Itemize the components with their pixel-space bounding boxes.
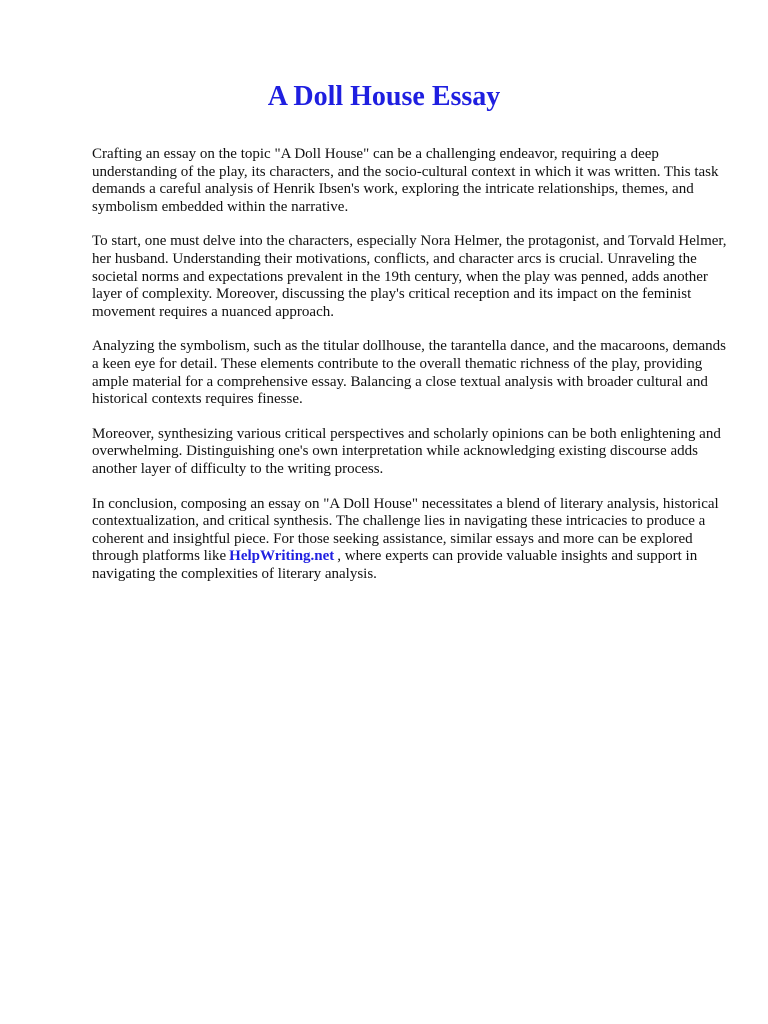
paragraph-symbolism: Analyzing the symbolism, such as the titular dollhouse, the tarantella dance, and the macaroons, demands a keen eye for detail. These elements contribute to the overall thematic richness of the play, providing ample material for a comprehensive essay. Balancing a close textual analysis with broader cultural and historical contexts requires finesse. (92, 338, 726, 408)
helpwriting-link[interactable]: HelpWriting.net (229, 548, 335, 565)
paragraph-characters: To start, one must delve into the characters, especially Nora Helmer, the protagonist, and Torvald Helmer, her husband. Understanding their motivations, conflicts, and character arcs is crucial. Unraveling the societal norms and expectations prevalent in the 19th century, when the play was penned, adds another layer of complexity. Moreover, discussing the play's critical reception and its impact on the feminist movement requires a nuanced approach. (92, 233, 727, 320)
conclusion-text-after-link: , where experts can provide valuable insights and support in navigating the complexities of literary analysis. (92, 548, 698, 582)
paragraph-perspectives: Moreover, synthesizing various critical perspectives and scholarly opinions can be both enlightening and overwhelming. Distinguishing one's own interpretation while acknowledging existing discourse adds another layer of difficulty to the writing process. (92, 425, 721, 477)
conclusion-text-before-link: In conclusion, composing an essay on "A Doll House" necessitates a blend of literary analysis, historical contextualization, and critical synthesis. The challenge lies in navigating these intricacies to produce a coherent and insightful piece. For those seeking assistance, similar essays and more can be explored through platforms like (92, 495, 719, 565)
paragraph-conclusion (92, 496, 732, 584)
page-title: A Doll House Essay (267, 81, 501, 112)
paragraph-intro: Crafting an essay on the topic "A Doll House" can be a challenging endeavor, requiring a deep understanding of the play, its characters, and the socio-cultural context in which it was written. This task demands a careful analysis of Henrik Ibsen's work, exploring the intricate relationships, themes, and symbolism embedded within the narrative. (92, 146, 719, 215)
essay-body (92, 146, 732, 600)
